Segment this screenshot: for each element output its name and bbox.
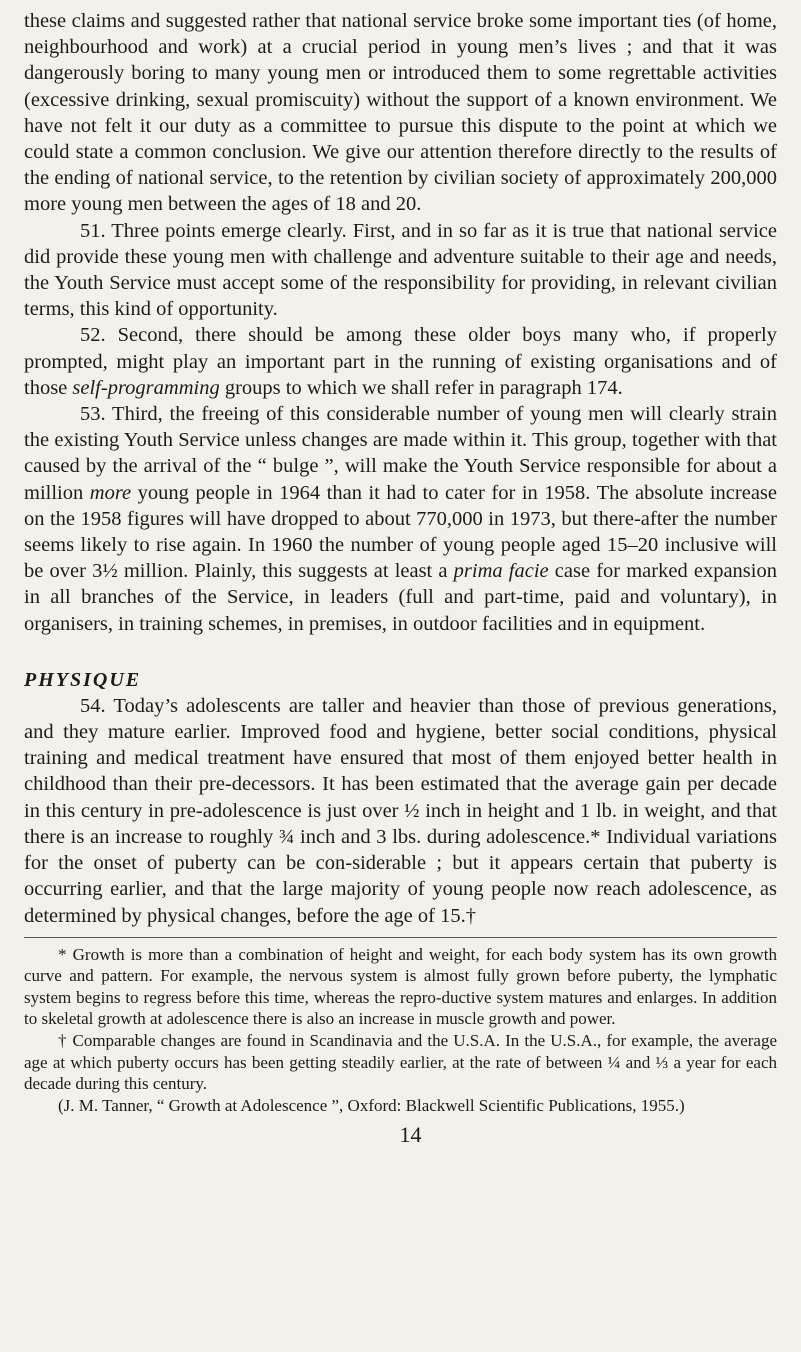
- paragraph-51-text: 51. Three points emerge clearly. First, and in so far as it is true that national service did provide these young men with challenge and adventure suitable to their age and needs, the Youth Service must accept some of the responsibility for providing, in relevant civilian terms, this kind of opportunity.: [24, 219, 777, 321]
- paragraph-52-text-a: 52. Second, there should be among these older boys many who, if properly prompted, might play an important part in the running of existing organisations and of those: [24, 324, 777, 399]
- footnote-star: * Growth is more than a combination of height and weight, for each body system has its own growth curve and pattern. For example, the nervous system is almost fully grown before puberty, the lymphatic system begins to regress before this time, whereas the repro-ductive system matures and enlarges. In addition to skeletal growth at adolescence there is also an increase in muscle growth and power.: [24, 944, 777, 1029]
- paragraph-54: [24, 693, 777, 929]
- page-number: 14: [399, 1122, 422, 1148]
- paragraph-52: [24, 322, 777, 401]
- footnote-dagger: † Comparable changes are found in Scandinavia and the U.S.A. In the U.S.A., for example, the average age at which puberty occurs has been getting steadily earlier, at the rate of between ¼ and ⅓ a year for each decade during this century.: [24, 1031, 777, 1094]
- paragraph-53-text-b: young people in 1964 than it had to cater for in 1958. The absolute increase on the 1958 figures will have dropped to about 770,000 in 1973, but there-after the number seems likely to rise again. In 1960 the number of young people aged 15–20 inclusive will be over 3½ million. Plainly, this suggests at least a: [24, 481, 777, 583]
- paragraph-intro-text: these claims and suggested rather that national service broke some important ties (of home, neighbourhood and work) at a crucial period in young men’s lives ; and that it was dangerously boring to many young men or introduced them to some regrettable activities (excessive drinking, sexual promiscuity) without the support of a known environment. We have not felt it our duty as a committee to pursue this dispute to the point at which we could state a common conclusion. We give our attention therefore directly to the results of the ending of national service, to the retention by civilian society of approximately 200,000 more young men between the ages of 18 and 20.: [24, 10, 777, 216]
- paragraph-52-emphasis: self-programming: [72, 376, 220, 399]
- paragraph-53-text-a: 53. Third, the freeing of this considerable number of young men will clearly strain the existing Youth Service unless changes are made within it. This group, together with that caused by the arrival of the “ bulge ”, will make the Youth Service responsible for about a million: [24, 403, 777, 504]
- footnote-divider: [24, 937, 777, 938]
- paragraph-53-emphasis-prima-facie: prima facie: [453, 560, 549, 583]
- paragraph-54-text: 54. Today’s adolescents are taller and heavier than those of previous generations, and they mature earlier. Improved food and hygiene, better social conditions, physical training and medical treatment have ensured that most of them enjoyed better health in childhood than their pre-decessors. It has been estimated that the average gain per decade in this century in pre-adolescence is just over ½ inch in height and 1 lb. in weight, and that there is an increase to roughly ¾ inch and 3 lbs. during adolescence.* Individual variations for the onset of puberty can be con-siderable ; but it appears certain that puberty is occurring earlier, and that the large majority of young people now reach adolescence, as determined by physical changes, before the age of 15.†: [24, 694, 777, 927]
- paragraph-53-emphasis-more: more: [89, 481, 132, 504]
- footnote-source: (J. M. Tanner, “ Growth at Adolescence ”, Oxford: Blackwell Scientific Publications, 1955.): [58, 1095, 685, 1115]
- paragraph-51: [24, 218, 777, 323]
- paragraph-52-text-b: groups to which we shall refer in paragraph 174.: [219, 376, 623, 399]
- paragraph-53: [24, 401, 777, 637]
- paragraph-53-text-c: case for marked expansion in all branches of the Service, in leaders (full and part-time, paid and voluntary), in organisers, in training schemes, in premises, in outdoor facilities and in equipment.: [24, 560, 777, 635]
- section-heading-physique: PHYSIQUE: [24, 668, 142, 691]
- paragraph-intro: [24, 8, 777, 218]
